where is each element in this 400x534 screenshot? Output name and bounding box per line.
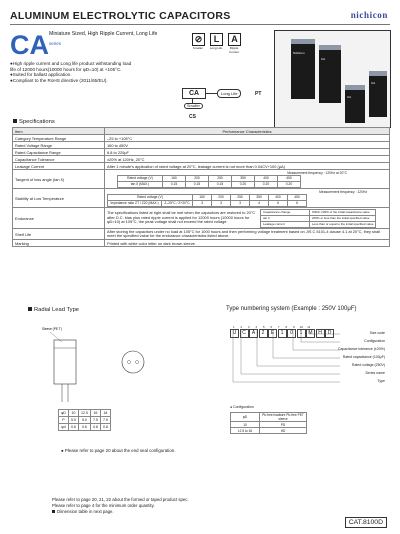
table-row (231, 413, 307, 422)
tan-delta-caption: Measurement frequency : 120Hz at 20°C (287, 170, 347, 175)
table-row (13, 240, 390, 247)
formed-product-note: Please refer to page 20, 21, 22 about the formed or taped product spec. (52, 497, 189, 502)
code-position: 4 (255, 325, 258, 329)
capacitor-print: CA (321, 57, 326, 61)
table-cell: 0.6 (78, 424, 90, 431)
spec-item: Leakage Current (13, 163, 105, 170)
endurance-table (260, 209, 376, 228)
bullet-square (13, 119, 17, 123)
feature-line: ●High ripple current and Long life product withstanding load (10, 61, 132, 66)
low-temp-row-label: Impedance ratio ZT / Z20 (MAX.) (108, 200, 162, 206)
low-temp-row-temp: Z–25°C / Z+20°C (162, 200, 193, 206)
tan-delta-row-label: Rated voltage (V) (118, 175, 163, 181)
capacitor-body-outline (54, 340, 76, 384)
table-cell: Capacitance change (261, 209, 310, 215)
table-cell: 450 (288, 194, 307, 200)
table-row (13, 163, 390, 170)
lead-hole (136, 361, 139, 364)
code-char: C (240, 329, 249, 338)
table-row (13, 135, 390, 142)
spec-value: 6.8 to 220μF (105, 149, 390, 156)
code-char: 0 (287, 329, 296, 338)
smaller-icon: ⊘ (192, 33, 205, 46)
leader-line (257, 329, 340, 366)
code-char: D (325, 329, 334, 338)
table-cell: HD (260, 428, 307, 434)
table-cell: 3 (212, 200, 231, 206)
table-header-cell: Item (13, 128, 105, 135)
table-cell: 0.20 (255, 181, 278, 187)
code-position: 8 (285, 325, 288, 329)
code-char: U (230, 329, 239, 338)
table-cell: 350 (232, 175, 255, 181)
code-description: Rated voltage (250V) (351, 363, 385, 367)
table-cell: 400 (255, 175, 278, 181)
spec-value (105, 170, 390, 189)
table-header-row (13, 128, 390, 135)
minimum-order-note: Please refer to page 4 for the minimum order quantity. (52, 503, 155, 508)
table-row (13, 189, 390, 208)
specifications-heading-text: Specifications (19, 119, 55, 125)
table-cell: 400 (269, 194, 288, 200)
table-cell: 18 (100, 410, 110, 417)
ripple-icon-label: Ripple Current (228, 46, 239, 54)
table-cell: Within ±20% of the initial capacitance value (310, 209, 376, 215)
code-description: Series name (365, 371, 385, 375)
capacitor-print: CA (347, 95, 352, 99)
table-cell: 6 (269, 200, 288, 206)
long-life-icon-label: Long Life (209, 46, 223, 50)
configuration-table (230, 412, 307, 434)
spec-value: –25 to +105°C (105, 135, 390, 142)
radial-dimension-table (58, 409, 111, 431)
table-row (13, 229, 390, 240)
code-position: 10 (299, 325, 303, 329)
low-temp-row-label: Rated voltage (V) (108, 194, 193, 200)
code-position: 2 (240, 325, 243, 329)
spec-item: Tangent of loss angle (tan δ) (13, 170, 105, 189)
catalog-number: CAT.8100D (345, 517, 387, 528)
capacitor-image (291, 39, 315, 99)
capacitor-image (319, 45, 341, 103)
capacitor-image (369, 71, 387, 117)
table-cell: 250 (209, 175, 232, 181)
table-cell: 3 (231, 200, 250, 206)
table-header-cell: Performance Characteristics (105, 128, 390, 135)
table-cell: 160 (193, 194, 212, 200)
code-position: 6 (270, 325, 273, 329)
spec-item: Rated Capacitance Range (13, 149, 105, 156)
smaller-icon-label: Smaller (192, 46, 204, 50)
table-row (231, 428, 307, 434)
table-cell: Less than or equal to the initial specified value (310, 221, 376, 227)
leader-line (241, 329, 340, 374)
table-cell: φD (59, 410, 69, 417)
table-cell: 0.8 (90, 424, 100, 431)
ripple-icon: A (228, 33, 241, 46)
dimension-table-link[interactable] (52, 509, 114, 514)
table-cell: 10 (68, 410, 78, 417)
header-divider (10, 24, 390, 25)
table-cell: 12.5 (78, 410, 90, 417)
spec-value: After 1 minute's application of rated voltage at 20°C, leakage current is not more than 0.04CV+100 (μA) (105, 163, 390, 170)
series-name: CA (10, 30, 49, 60)
table-cell: Pb-free leadwire Pb-free PET sleeve (260, 413, 307, 422)
table-cell: 5.0 (78, 417, 90, 424)
table-cell: 0.15 (186, 181, 209, 187)
table-cell: 12.5 to 18 (231, 428, 260, 434)
flow-connector (205, 93, 217, 94)
bullet-square (52, 510, 55, 513)
table-cell: 250 (231, 194, 250, 200)
table-cell: 160 (163, 175, 186, 181)
table-cell: P (59, 417, 69, 424)
code-position: 5 (262, 325, 265, 329)
code-description: Rated capacitance (100μF) (342, 355, 385, 359)
spec-item: Shelf Life (13, 229, 105, 240)
table-cell: 0.15 (209, 181, 232, 187)
table-cell: 3 (193, 200, 212, 206)
lead-hole (128, 361, 131, 364)
table-cell: 0.20 (232, 181, 255, 187)
leader-line (309, 329, 340, 334)
specifications-table (12, 127, 390, 247)
spec-item: Stability at Low Temperature (13, 189, 105, 208)
low-temp-caption: Measurement frequency : 120Hz (319, 189, 367, 194)
spec-value: 160 to 450V (105, 142, 390, 149)
feature-line: ●Suited for ballast application. (10, 72, 72, 77)
table-row (261, 221, 376, 227)
feature-line: life of 12000 hours(10000 hours for φD=10) at +105°C. (10, 66, 122, 72)
feature-line: ●Compliant to the RoHS directive (2011/65/EU). (10, 77, 108, 83)
code-char: 1 (278, 329, 287, 338)
table-cell: 0.6 (68, 424, 78, 431)
leader-line (293, 329, 340, 350)
brand-logo: nichicon (350, 10, 388, 20)
endurance-block (107, 209, 387, 228)
capacitor-top-view (122, 351, 144, 373)
series-flow-main: CA (182, 88, 206, 99)
table-row (13, 142, 390, 149)
table-cell: 350 (250, 194, 269, 200)
table-row (59, 417, 111, 424)
end-seal-note: ● Please refer to page 20 about the end seal configuration. (61, 448, 176, 453)
code-char: M (306, 329, 315, 338)
code-position: 7 (277, 325, 280, 329)
spec-item: Category Temperature Range (13, 135, 105, 142)
table-cell: φd (59, 424, 69, 431)
spec-item: Marking (13, 240, 105, 247)
spec-item: Rated Voltage Range (13, 142, 105, 149)
table-cell: 10 (231, 422, 260, 428)
long-life-icon: L (210, 33, 223, 46)
table-row (108, 200, 307, 206)
tan-delta-table (117, 175, 301, 188)
tan-delta-row-label: tan δ (MAX.) (118, 181, 163, 187)
code-position: 1 (232, 325, 235, 329)
code-position: 9 (292, 325, 295, 329)
type-numbering-heading: Type numbering system (Example : 250V 100μF) (226, 306, 357, 312)
endurance-text: The specifications listed at right shall be met when the capacitors are restored to 20°C after D.C. bias plus rated ripple current is applied for 12000 hours (10000 hours for φD=10) at 105°C, the peak voltage shall not exceed the rated voltage. (107, 209, 256, 225)
table-cell: 200 (186, 175, 209, 181)
table-cell: 5.0 (68, 417, 78, 424)
code-char: 1 (297, 329, 306, 338)
table-cell: tan δ (261, 215, 310, 221)
table-row (13, 208, 390, 229)
table-row (13, 170, 390, 189)
table-row (59, 424, 111, 431)
radial-heading-text: Radial Lead Type (34, 307, 80, 313)
code-char: A (249, 329, 258, 338)
spec-item: Capacitance Tolerance (13, 156, 105, 163)
table-cell: Leakage current (261, 221, 310, 227)
product-photo (274, 30, 391, 128)
low-temp-table (107, 194, 307, 207)
table-cell: 16 (90, 410, 100, 417)
table-cell: 200 (212, 194, 231, 200)
radial-lead-drawing (40, 318, 170, 408)
code-position: 3 (247, 325, 250, 329)
table-cell: φD (231, 413, 260, 422)
leader-line (301, 329, 340, 342)
code-char: 2 (259, 329, 268, 338)
flow-cs: CS (189, 114, 196, 120)
spec-value: After storing the capacitors under no load at 105°C for 1000 hours and then performing voltage treatment based on JIS C 5101-4 clause 4.1 at 20°C, they shall meet the specified value for the endurance characteristics listed above. (105, 229, 390, 240)
specifications-heading (13, 119, 55, 125)
table-cell: 200% or less than the initial specified value (310, 215, 376, 221)
table-cell: 450 (278, 175, 301, 181)
table-cell: 4 (250, 200, 269, 206)
capacitor-print: Nichicon (293, 51, 305, 55)
configuration-heading: ● Configuration (230, 405, 254, 409)
code-description: Configuration (364, 339, 385, 343)
table-cell: 0.8 (100, 424, 110, 431)
table-row (13, 156, 390, 163)
capacitor-print: CA (371, 81, 376, 85)
dimension-note-text: Dimension table in next page. (57, 509, 114, 514)
table-row (59, 410, 111, 417)
code-char: H (316, 329, 325, 338)
table-row (13, 149, 390, 156)
page-title: ALUMINUM ELECTROLYTIC CAPACITORS (10, 10, 231, 22)
sleeve-label: Sleeve (PE T) (42, 327, 62, 331)
spec-value (105, 208, 390, 229)
table-row (118, 181, 301, 187)
flow-smaller: Smaller (184, 103, 203, 109)
bullet-square (28, 307, 32, 311)
code-description: Type (377, 379, 385, 383)
code-description: Capacitance tolerance (±20%) (337, 347, 385, 351)
code-position: 11 (307, 325, 311, 329)
series-subtitle: Miniature Sized, High Ripple Current, Long Life (49, 31, 158, 37)
code-char: E (268, 329, 277, 338)
spec-value: Printed with white color letter on dark brown sleeve. (105, 240, 390, 247)
radial-heading (28, 307, 79, 313)
spec-value: ±20% at 120Hz, 20°C (105, 156, 390, 163)
code-description: Size code (369, 331, 385, 335)
table-cell: 0.20 (278, 181, 301, 187)
table-cell: PD (260, 422, 307, 428)
leader-line (273, 329, 340, 358)
table-cell: 0.15 (163, 181, 186, 187)
flow-pt: PT (255, 91, 262, 97)
leader-line-group (233, 329, 340, 382)
capacitor-image (345, 85, 365, 123)
spec-value (105, 189, 390, 208)
table-cell: 7.5 (100, 417, 110, 424)
table-cell: 7.5 (90, 417, 100, 424)
flow-long-life: Long Life (217, 89, 241, 98)
series-label: series (49, 41, 62, 46)
table-cell: 6 (288, 200, 307, 206)
spec-item: Endurance (13, 208, 105, 229)
